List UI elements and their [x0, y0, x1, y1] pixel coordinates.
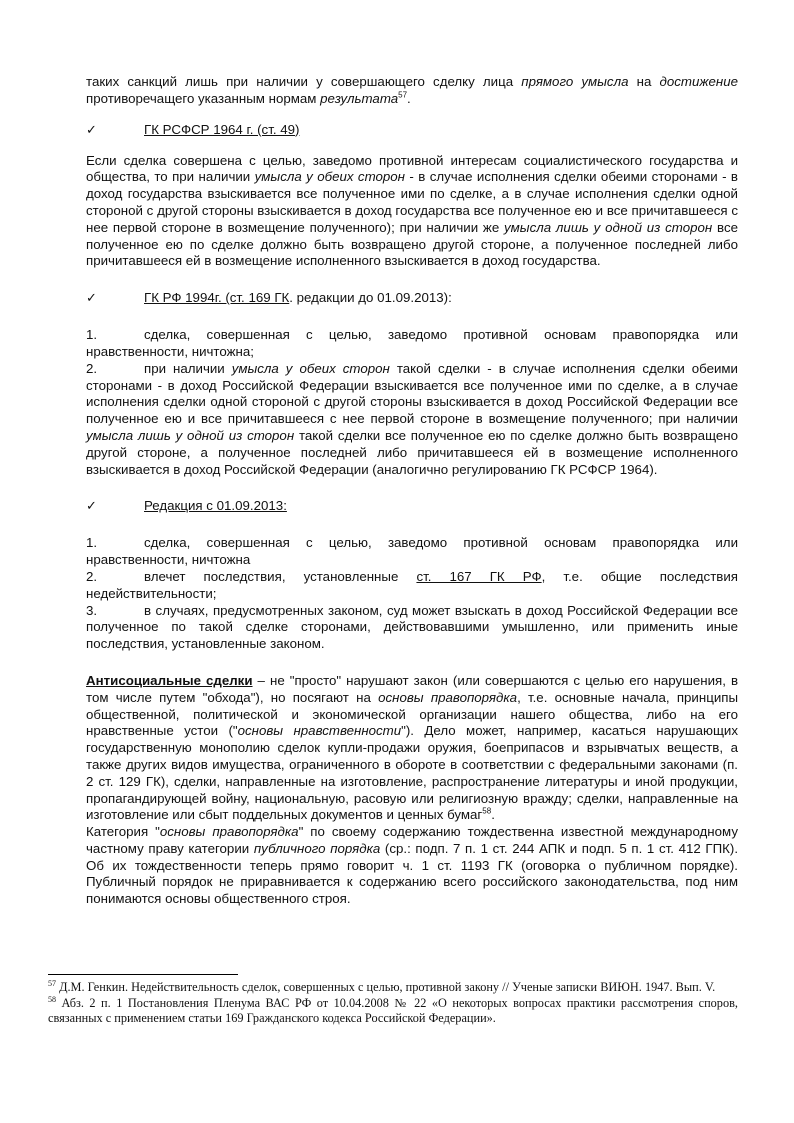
- list-item: 1. сделка, совершенная с целью, заведомо противной основам правопорядка или: [86, 327, 738, 343]
- footnote-divider: [48, 974, 238, 975]
- list-item: 1. сделка, совершенная с целью, заведомо противной основам правопорядка или: [86, 535, 738, 551]
- footnote-58: $^{58}$ Абз. 2 п. 1 Постановления Пленума ВАС РФ от 10.04.2008 № 22 «О некоторых вопросах практики рассмотрения споров, связанных с применением статьи 169 Гражданского кодекса Российской Федерации».: [48, 994, 738, 1025]
- section-heading-1994: ✓ ГК РФ 1994г. (ст. 169 ГК. редакции до 01.09.2013):: [86, 290, 452, 307]
- law-link[interactable]: ст. 167 ГК РФ: [416, 568, 542, 584]
- checkmark-icon: ✓: [86, 122, 97, 138]
- heading-text: ГК РФ 1994г. (ст. 169 ГК: [144, 290, 290, 306]
- footnote-ref-58[interactable]: 58: [482, 806, 492, 816]
- paragraph-antisocial: Антисоциальные сделки – не "просто" нарушают закон (или совершаются с целью его нарушения, в том числе путем "обхода"), но посягают на основы правопорядка, т.е. основные начала, принципы общественной, политической и экономической организации нашего общества, либо на его нравственные устои ("основы нравственности"). Дело может, например, касаться нарушающих государственную монополию сделок купли-продажи оружия, боеприпасов и взрывчатых веществ, а также других видов имущества, ограниченного в обороте в соответствии с федеральными законами (п. 2 ст. 129 ГК), сделки, направленные на изготовление, распространение литературы и иной продукции, пропагандирующей войну, национальную, расовую или религиозную вражду; сделки, направленные на изготовление или сбыт поддельных документов и ценных бумаг$^{58}$.: [86, 672, 739, 823]
- section-heading-1964: [86, 122, 738, 139]
- list-2013: 1. сделка, совершенная с целью, заведомо противной основам правопорядка или нравственности, ничтожна 2. влечет последствия, установленные ст. 167 ГК РФ, т.е. общие последствия недействительности; 3. в случаях, предусмотренных законом, суд может взыскать в доход Российской Федерации все полученное по такой сделке сторонами, действовавшими умышленно, или применить иные последствия, установленные законом.: [86, 535, 738, 652]
- checkmark-icon: ✓: [86, 291, 97, 307]
- list-item: 2. при наличии умысла у обеих сторон такой сделки - в случае исполнения сделки обеими: [86, 360, 738, 376]
- heading-text: ГК РСФСР 1964 г. (ст. 49): [144, 121, 300, 137]
- document-body: [86, 74, 738, 908]
- checkmark-icon: ✓: [86, 499, 97, 515]
- paragraph-intro: таких санкций лишь при наличии у совершающего сделку лица прямого умысла на достижение противоречащего указанным нормам результата$^{57}$.: [86, 74, 738, 106]
- footnotes: [48, 974, 738, 1027]
- list-item: 2. влечет последствия, установленные ст. 167 ГК РФ, т.е. общие последствия: [86, 568, 738, 584]
- list-item: 3. в случаях, предусмотренных законом, суд может взыскать в доход Российской Федерации все: [86, 602, 738, 618]
- paragraph-public-order: Категория "основы правопорядка" по своему содержанию тождественна известной международному частному праву категории публичного порядка (ср.: подп. 7 п. 1 ст. 244 АПК и подп. 5 п. 1 ст. 412 ГПК). Об их тождественности теперь прямо говорит ч. 1 ст. 1193 ГК (оговорка о публичном порядке). Публичный порядок не приравнивается к содержанию всего российского законодательства, под ним понимаются основы общественного строя.: [86, 824, 739, 907]
- list-1994: 1. сделка, совершенная с целью, заведомо противной основам правопорядка или нравственности, ничтожна; 2. при наличии умысла у обеих сторон такой сделки - в случае исполнения сделки обеими сторонами - в доход Российской Федерации взыскивается все полученное ими по сделке, а в случае исполнения сделки одной стороной с другой стороны взыскивается в доход Российской Федерации все полученное ею и все причитавшееся с нее первой стороне в возмещение полученного; при наличии умысла лишь у одной из сторон такой сделки все полученное ею по сделке должно быть возвращено другой стороне, а полученное последней либо причитавшееся ей в возмещение исполненного взыскивается в доход Российской Федерации (аналогично регулированию ГК РСФСР 1964).: [86, 327, 738, 477]
- paragraph-1964: Если сделка совершена с целью, заведомо противной интересам социалистического государства и общества, то при наличии умысла у обеих сторон - в случае исполнения сделки обеими сторонами - в доход государства взыскивается все полученное ими по сделке, а в случае исполнения сделки одной стороной с другой стороны взыскивается в доход государства все полученное ею и все причитавшееся с нее первой стороне в возмещение полученного); при наличии же умысла лишь у одной из сторон все полученное ею по сделке должно быть возвращено другой стороне, а полученное последней либо причитавшееся ей в возмещение исполненного взыскивается в доход государства.: [86, 152, 738, 269]
- section-heading-2013: [86, 498, 738, 515]
- term-heading: Антисоциальные сделки: [86, 672, 253, 688]
- footnote-57: $^{57}$ Д.М. Генкин. Недействительность сделок, совершенных с целью, противной закону // Ученые записки ВИЮН. 1947. Вып. V.: [48, 978, 716, 994]
- heading-text: Редакция с 01.09.2013:: [144, 498, 287, 514]
- footnote-ref-57[interactable]: 57: [398, 90, 408, 100]
